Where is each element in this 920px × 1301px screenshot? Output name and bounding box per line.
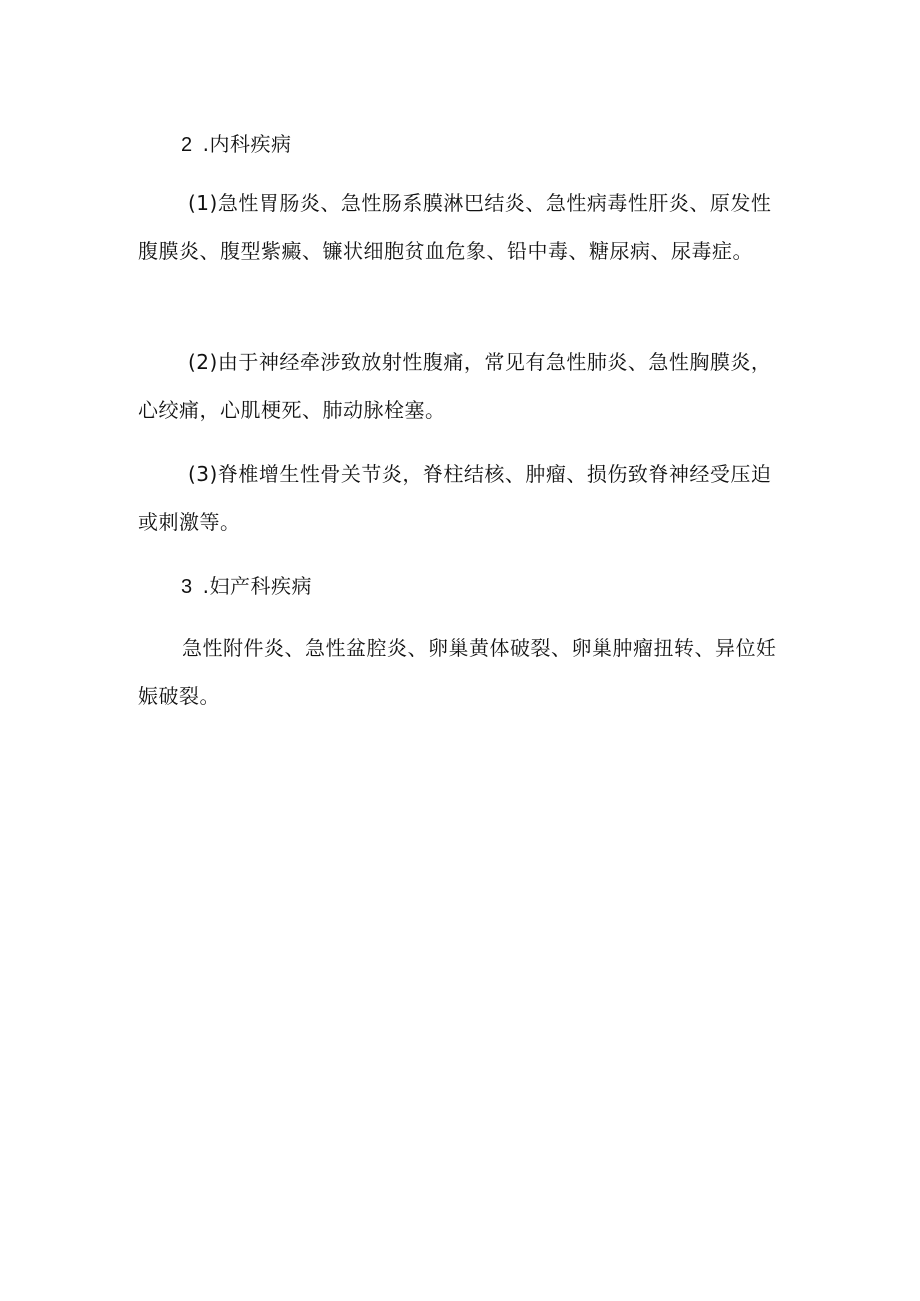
- section-heading-2: [181, 130, 291, 159]
- section-title: .妇产科疾病: [202, 574, 312, 598]
- section-title: .内科疾病: [202, 132, 292, 156]
- section-number: 3: [181, 576, 193, 598]
- paragraph-item-1: (1)急性胃肠炎、急性肠系膜淋巴结炎、急性病毒性肝炎、原发性腹膜炎、腹型紫癜、镰状细胞贫血危象、铅中毒、糖尿病、尿毒症。: [138, 191, 772, 263]
- paragraph-item-2: (2)由于神经牵涉致放射性腹痛，常见有急性肺炎、急性胸膜炎，心绞痛，心肌梗死、肺动脉栓塞。: [138, 350, 772, 422]
- paragraph-section-3: 急性附件炎、急性盆腔炎、卵巢黄体破裂、卵巢肿瘤扭转、异位妊娠破裂。: [138, 636, 777, 708]
- paragraph-item-3: (3)脊椎增生性骨关节炎，脊柱结核、肿瘤、损伤致脊神经受压迫或刺激等。: [138, 462, 772, 534]
- section-number: 2: [181, 134, 193, 156]
- section-heading-3: [181, 572, 312, 601]
